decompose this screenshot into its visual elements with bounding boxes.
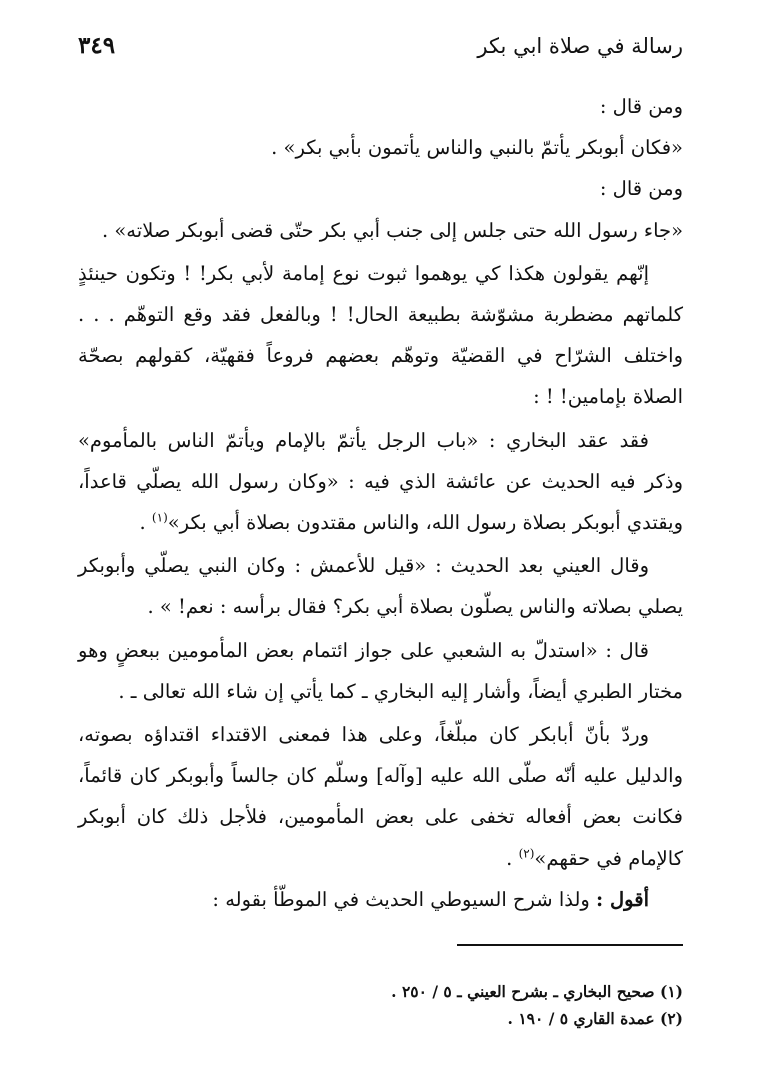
main-text: [78, 86, 683, 920]
aqul-label: أقول :: [596, 887, 649, 911]
footnote-ref-2: (٢): [518, 846, 535, 861]
paragraph-7: وقال العيني بعد الحديث : «قيل للأعمش : وكان النبي يصلّي وأبوبكر يصلي بصلاته والناس يصلّون بصلاة أبي بكر؟ فقال برأسه : نعم! » .: [78, 554, 683, 619]
paragraph-6: [78, 420, 683, 544]
paragraph-8: قال : «استدلّ به الشعبي على جواز ائتمام بعض المأمومين ببعضٍ وهو مختار الطبري أيضاً، وأشار إليه البخاري ـ كما يأتي إن شاء الله تعالى ـ .: [78, 638, 683, 703]
paragraph-6-end: .: [139, 511, 146, 535]
footnote-ref-1: (١): [151, 510, 168, 525]
paragraph-6-text: فقد عقد البخاري : «باب الرجل يأتمّ بالإمام ويأتمّ الناس بالمأموم» وذكر فيه الحديث عن عائشة الذي فيه : «وكان رسول الله يصلّي قاعداً، ويقتدي أبوبكر بصلاة رسول الله، والناس مقتدون بصلاة أبي بكر»: [78, 428, 683, 535]
paragraph-4: «جاء رسول الله حتى جلس إلى جنب أبي بكر حتّى قضى أبوبكر صلاته» .: [101, 218, 683, 242]
running-title: رسالة في صلاة ابي بكر: [477, 34, 683, 58]
paragraph-10-text: ولذا شرح السيوطي الحديث في الموطّأ بقوله :: [212, 887, 590, 911]
paragraph-9-end: .: [506, 846, 513, 870]
paragraph-9: [78, 714, 683, 879]
footnote-2: (٢) عمدة القاري ٥ / ١٩٠ .: [507, 1009, 683, 1028]
paragraph-1: ومن قال :: [599, 95, 683, 118]
footnote-divider: [457, 944, 683, 946]
page-number: ٣٤٩: [78, 32, 116, 59]
paragraph-2: «فكان أبوبكر يأتمّ بالنبي والناس يأتمون بأبي بكر» .: [271, 136, 683, 160]
footnotes: [78, 978, 683, 1032]
paragraph-3: ومن قال :: [599, 177, 683, 201]
paragraph-9-text: وردّ بأنّ أبابكر كان مبلّغاً، وعلى هذا فمعنى الاقتداء اقتداؤه بصوته، والدليل عليه أنّه صلّى الله عليه [وآله] وسلّم كان جالساً وأبوبكر كان قائماً، فكانت بعض أفعاله تخفى على بعض المأمومين، فلأجل ذلك كان أبوبكر كالإمام في حقهم»: [78, 723, 683, 870]
page-header: [78, 28, 683, 72]
paragraph-5: إنّهم يقولون هكذا كي يوهموا ثبوت نوع إمامة لأبي بكر! ! وتكون حينئذٍ كلماتهم مضطربة مشوّشة بطبيعة الحال! ! وبالفعل فقد وقع التوهّم . . . واختلف الشرّاح في القضيّة وتوهّم بعضهم فروعاً فقهيّة، كقولهم بصحّة الصلاة بإمامين! ! :: [78, 261, 683, 409]
paragraph-10: [78, 879, 683, 920]
footnote-1: (١) صحيح البخاري ـ بشرح العيني ـ ٥ / ٢٥٠ .: [391, 982, 683, 1001]
